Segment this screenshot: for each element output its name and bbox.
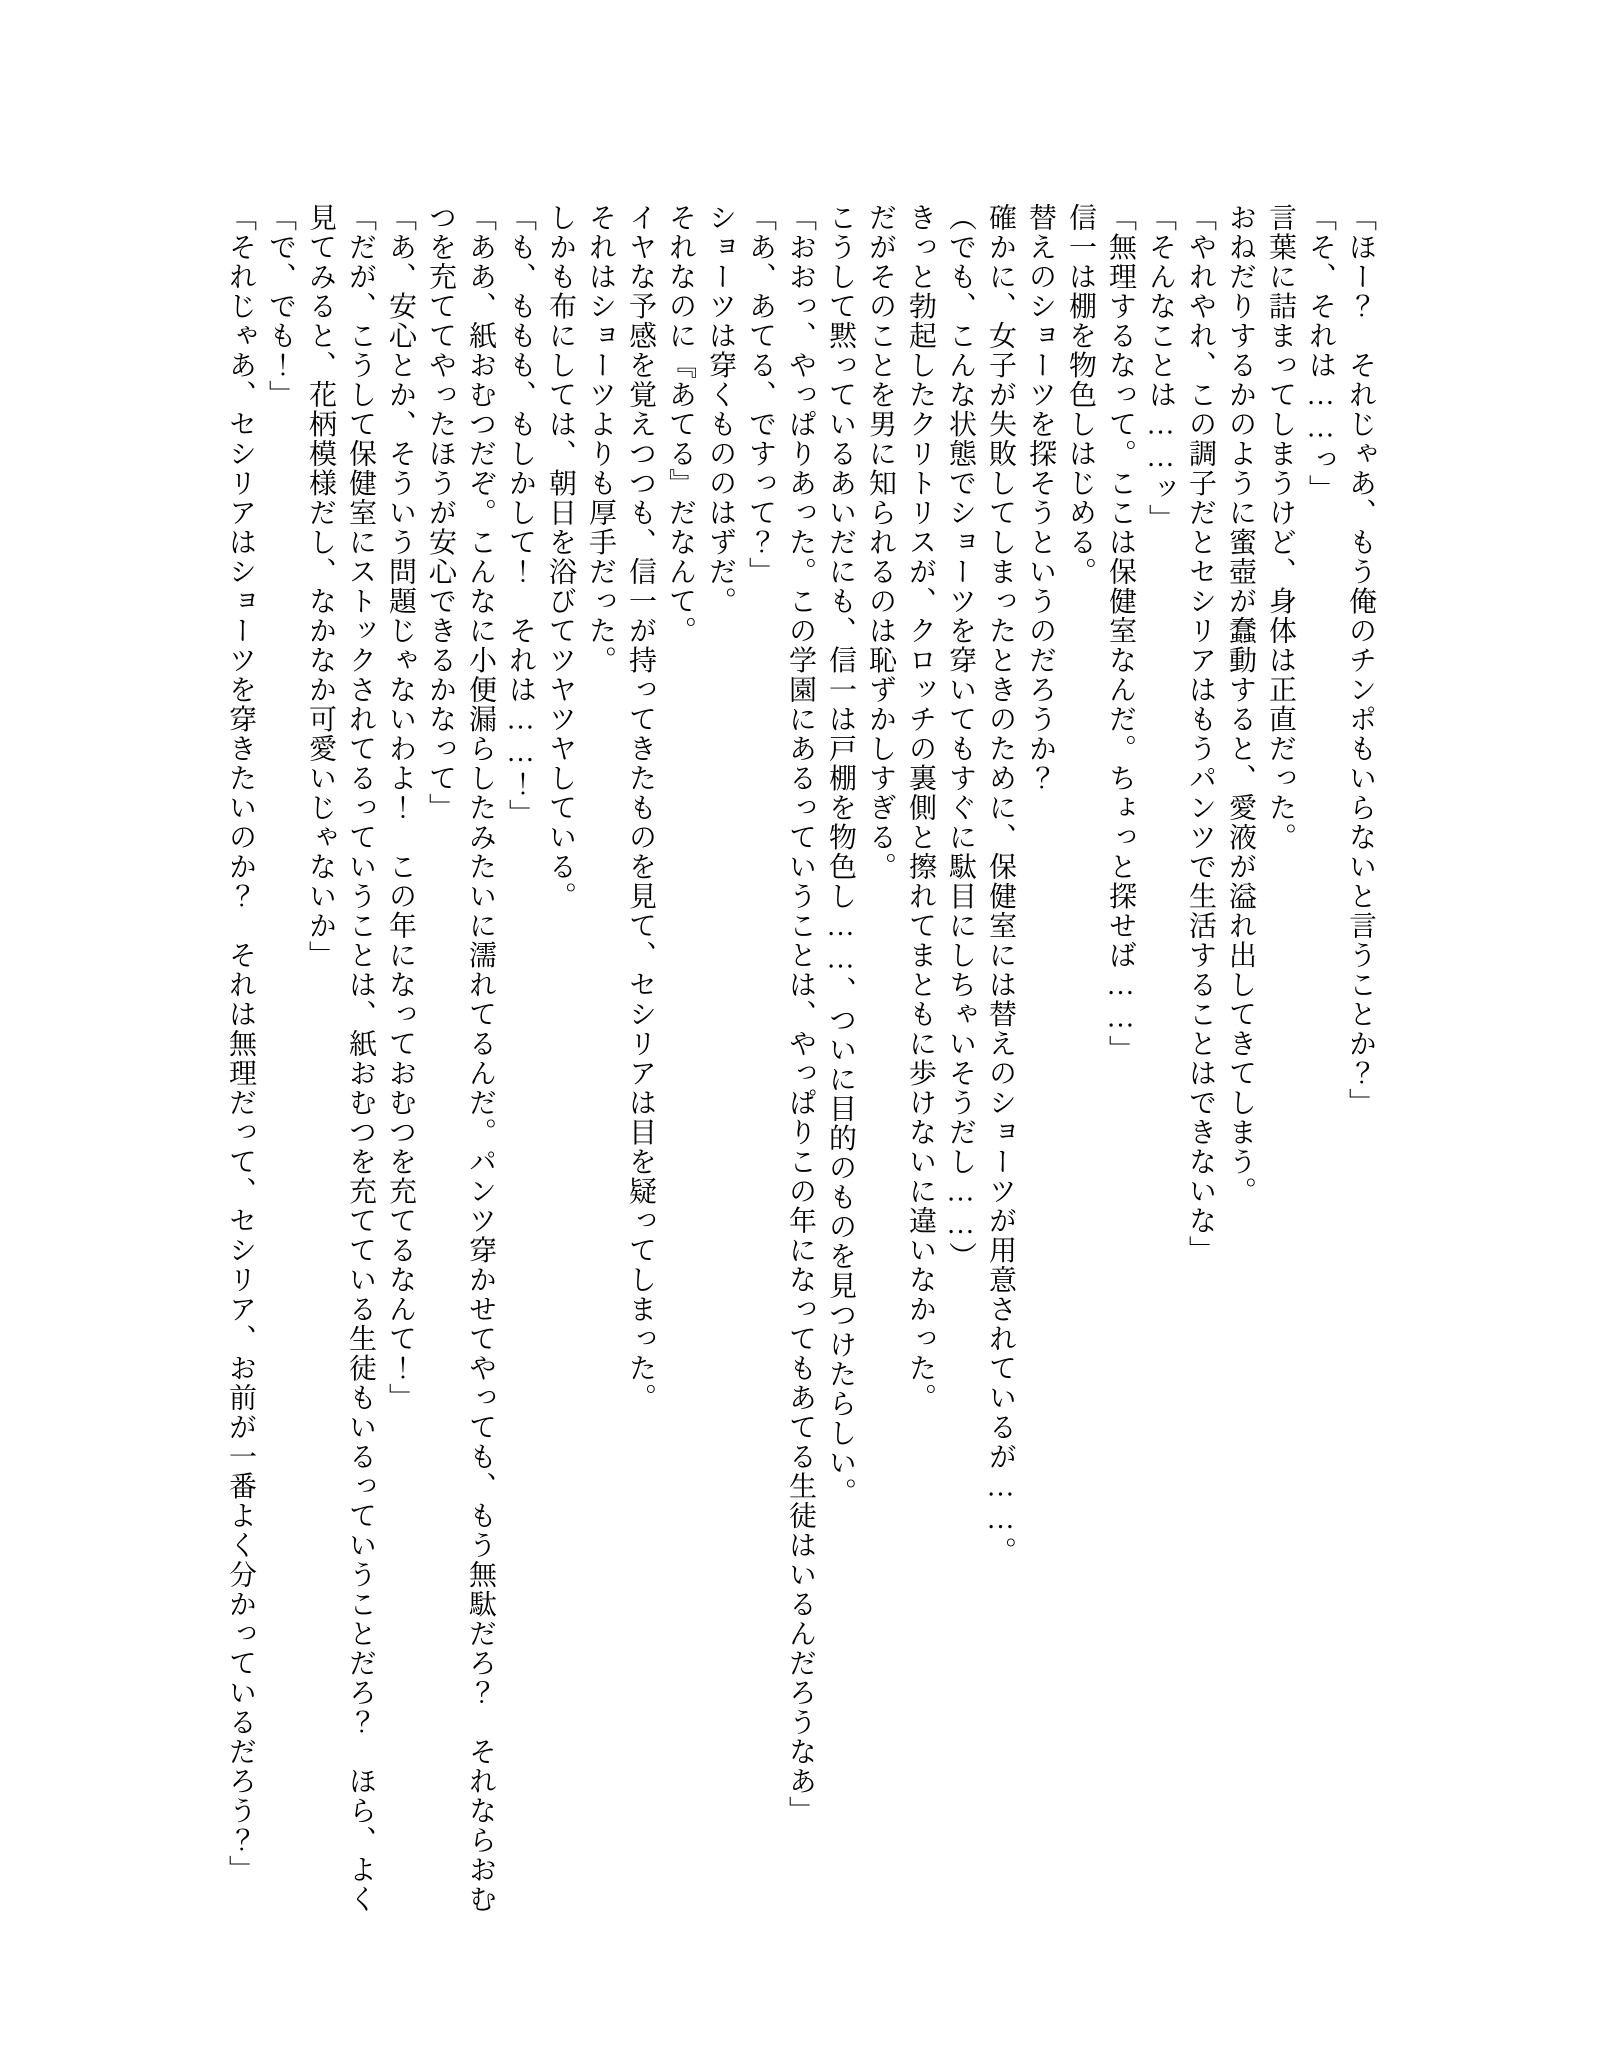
paragraph: （でも、こんな状態でショーツを穿いてもすぐに駄目にしちゃいそうだし……）	[945, 203, 976, 1271]
paragraph: 「あ、安心とか、そういう問題じゃないわよ！ この年になっておむつを充てるなんて！」	[385, 203, 416, 1413]
paragraph: 「やれやれ、この調子だとセシリアはもうパンツで生活することはできないな」	[1185, 203, 1216, 1265]
paragraph: きっと勃起したクリトリスが、クロッチの裏側と擦れてまともに歩けないに違いなかった。	[905, 203, 936, 1413]
paragraph: イヤな予感を覚えつつも、信一が持ってきたものを見て、セシリアは目を疑ってしまった。	[625, 203, 656, 1413]
paragraph: それはショーツよりも厚手だった。	[585, 203, 616, 675]
vertical-text-block	[220, 203, 1380, 1919]
paragraph: ショーツは穿くもののはずだ。	[705, 203, 736, 616]
paragraph: 「そ、それは……っ」	[1305, 203, 1336, 504]
paragraph: 確かに、女子が失敗してしまったときのために、保健室には替えのショーツが用意されているが……。	[985, 203, 1016, 1566]
paragraph: 「それじゃあ、セシリアはショーツを穿きたいのか？ それは無理だって、セシリア、お前が一番よく分かっているだろう？」	[225, 203, 256, 1885]
paragraph: だがそのことを男に知られるのは恥ずかしすぎる。	[865, 203, 896, 882]
paragraph: 替えのショーツを探そうというのだろうか？	[1025, 203, 1056, 793]
paragraph: おねだりするかのように蜜壺が蠢動すると、愛液が溢れ出してきてしまう。	[1225, 203, 1256, 1206]
paragraph: 「だが、こうして保健室にストックされてるっていうことは、紙おむつを充てている生徒もいるっていうことだろ？ ほら、よく見てみると、花柄模様だし、なかなか可愛いじゃないか」	[305, 203, 376, 1914]
paragraph: 「無理するなって。ここは保健室なんだ。ちょっと探せば……」	[1105, 203, 1136, 1065]
paragraph: 「ほー？ それじゃあ、もう俺のチンポもいらないと言うことか？」	[1345, 203, 1376, 1118]
paragraph: 言葉に詰まってしまうけど、身体は正直だった。	[1265, 203, 1296, 852]
paragraph: 「あ、あてる、ですって？」	[745, 203, 776, 587]
paragraph: こうして黙っているあいだにも、信一は戸棚を物色し……、ついに目的のものを見つけたらしい。	[825, 203, 856, 1507]
paragraph: 「で、でも！」	[265, 203, 296, 410]
paragraph: 「そんなことは……ッ」	[1145, 203, 1176, 534]
paragraph: それなのに『あてる』だなんて。	[665, 203, 696, 646]
paragraph: 「おおっ、やっぱりあった。この学園にあるっていうことは、やっぱりこの年になってもあてる生徒はいるんだろうなあ」	[785, 203, 816, 1826]
paragraph: 「ああ、紙おむつだぞ。こんなに小便漏らしたみたいに濡れてるんだ。パンツ穿かせてやっても、もう無駄だろ？ それならおむつを充ててやったほうが安心できるかなって」	[425, 203, 496, 1914]
paragraph: 信一は棚を物色しはじめる。	[1065, 203, 1096, 587]
paragraph: しかも布にしては、朝日を浴びてツヤツヤしている。	[545, 203, 576, 911]
paragraph: 「も、ももも、もしかして！ それは……！」	[505, 203, 536, 829]
